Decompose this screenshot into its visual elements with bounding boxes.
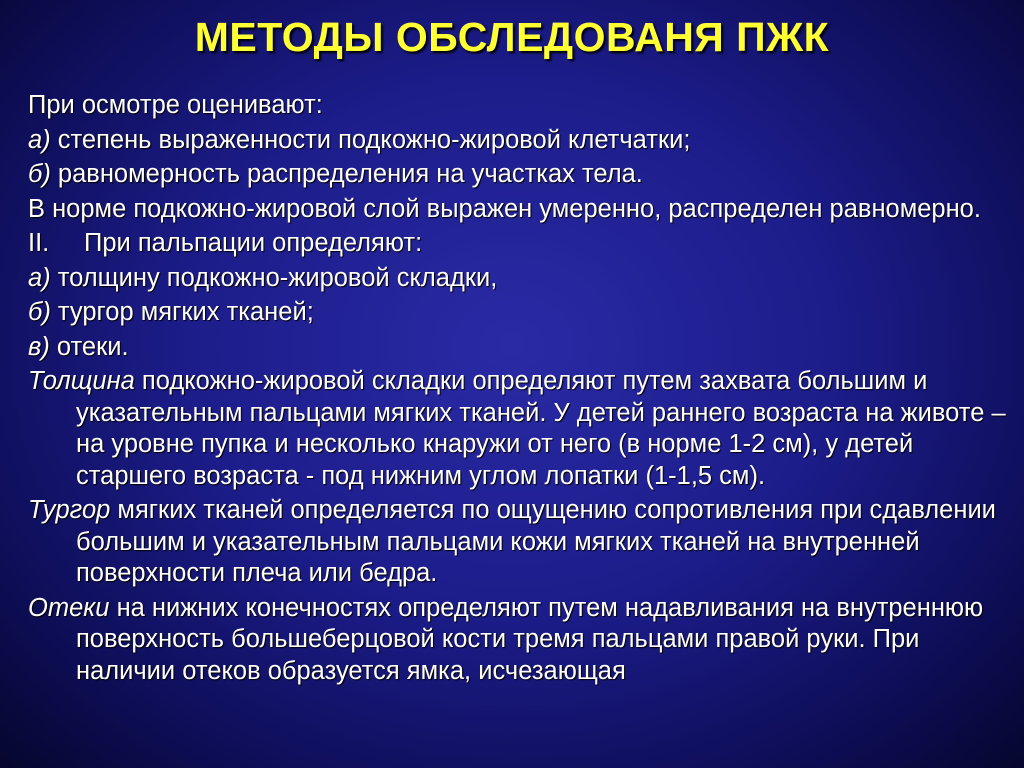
turgor-paragraph [28,495,1018,590]
list-marker: а) [28,125,51,154]
palpation-heading [28,228,1018,260]
term: Толщина [28,367,135,395]
edema-paragraph [28,593,1018,688]
inspection-item-b [28,159,1018,191]
inspection-intro: При осмотре оценивают: [28,91,323,119]
section-heading-text: При пальпации определяют: [84,229,423,257]
list-item-text: толщину подкожно-жировой складки, [50,263,498,292]
term-description: подкожно-жировой складки определяют путем захвата большим и указательным пальцами мягких тканей. У детей раннего возраста на животе – на уровне пупка и несколько кнаружи от него (в норме 1-2 см), у детей старшего возраста - под нижним углом лопатки (1-1,5 см). [76,367,1006,490]
palpation-item-c [28,332,1018,364]
list-item-text: тургор мягких тканей; [50,298,314,326]
list-marker: б) [28,160,51,188]
slide-title: МЕТОДЫ ОБСЛЕДОВАНЯ ПЖК [194,14,830,60]
list-item-text: отеки. [49,332,129,361]
term-description: на нижних конечностях определяют путем надавливания на внутреннюю поверхность большеберцовой кости тремя пальцами правой руки. При наличии отеков образуется ямка, исчезающая [76,593,984,685]
term: Тургор [28,496,111,524]
palpation-item-a [28,263,1018,295]
slide-body [28,90,1018,690]
term-description: мягких тканей определяется по ощущению сопротивления при сдавлении большим и указательным пальцами кожи мягких тканей на внутренней поверхности плеча или бедра. [76,496,996,587]
section-numeral: II. [28,229,50,257]
thickness-paragraph [28,366,1018,492]
list-marker: в) [28,332,50,361]
list-item-text: равномерность распределения на участках тела. [50,160,643,188]
term: Отеки [28,593,110,622]
list-marker: б) [28,298,51,326]
list-marker: а) [28,263,51,292]
norm-paragraph: В норме подкожно-жировой слой выражен умеренно, распределен равномерно. [28,194,981,223]
inspection-item-a [28,125,1018,157]
list-item-text: степень выраженности подкожно-жировой клетчатки; [50,125,691,154]
palpation-item-b [28,297,1018,329]
